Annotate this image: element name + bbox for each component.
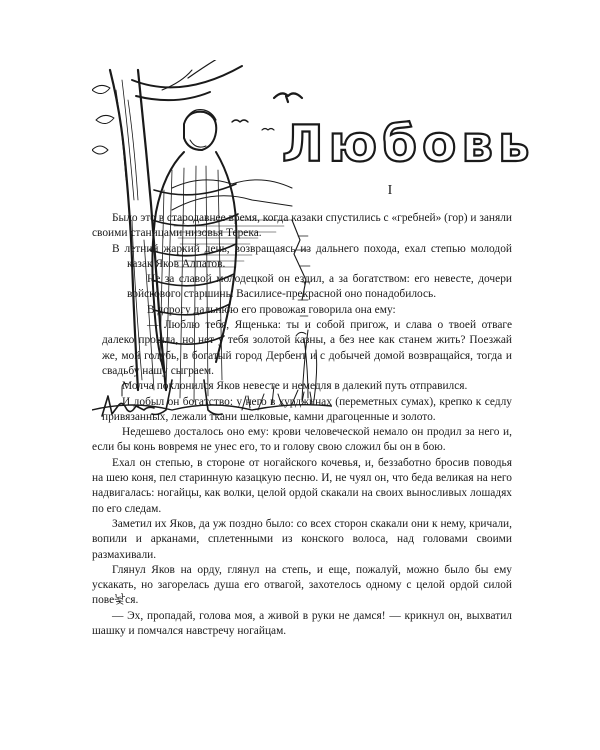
paragraph: И добыл он богатство: у него в хурджинах (переметных сумах), крепко к седлу привязанных, лежали ткани шелковые, камни драгоценные и золото. <box>102 395 512 423</box>
bird-icon <box>274 93 302 102</box>
paragraph: Недешево досталось оно ему: крови человеческой немало он продил за него и, если бы конь вовремя не унес его, то и голову свою сложил бы он в бою. <box>92 426 512 454</box>
illustration-wrap-spacer <box>92 261 127 327</box>
paragraph: Молча поклонился Яков невесте и немедля в далекий путь отправился. <box>122 380 468 393</box>
paragraph: Глянул Яков на орду, глянул на степь, и еще, пожалуй, можно было бы ему ускакать, но загорелась душа его отвагой, захотелось одному с целой ордой силой пове놫ся. <box>92 563 512 607</box>
bird-icon <box>232 120 248 122</box>
paragraph: В летний жаркий день, возвращаясь из дальнего похода, ехал степью молодой казак Яков Алпатов. <box>112 242 512 270</box>
paragraph: Было это в стародавнее время, когда казаки спустились с «гребней» (гор) и заняли своими станицами низовья Терека. <box>92 212 512 240</box>
illustration-wrap-spacer <box>92 327 102 433</box>
bird-icon <box>262 129 274 131</box>
chapter-number: I <box>387 183 393 198</box>
paragraph: Ехал он степью, в стороне от ногайского кочевья, и, беззаботно бросив поводья на шею коня, пел старинную казацкую песню. И, не чуял он, что беда великая на него надвигалась: ногайцы, как волки, целой ордой скакали на своих выносливых лошадях по его следам. <box>92 456 512 515</box>
paragraph: Не за славой молодецкой он ездил, а за богатством: его невесте, дочери войскового старшины Василисе-прекрасной оно понадобилось. <box>127 273 512 301</box>
paragraph: — Эх, пропадай, голова моя, а живой в руки не дамся! — крикнул он, выхватил шашку и помчался навстречу ногайцам. <box>92 609 512 638</box>
paragraph: — Люблю тебя, Ященька: ты и собой пригож, и слава о твоей отваге далеко прошла, но нет у тебя золотой казны, а без нее как станем жить? Поезжай же, мой голубь, в богатый город Дербент и с добычей домой возвращайся, тогда и свадьбу нашу сыграем. <box>102 319 512 377</box>
paragraph: В дорогу дальнюю его провожая говорила она ему: <box>147 303 396 316</box>
paragraph: Заметил их Яков, да уж поздно было: со всех сторон скакали они к нему, кричали, вопили и арканами, сплетенными из конского волоса, над головами своими размахивали. <box>92 517 512 561</box>
body-text <box>92 211 512 639</box>
chapter-title: Любовь <box>282 115 535 173</box>
